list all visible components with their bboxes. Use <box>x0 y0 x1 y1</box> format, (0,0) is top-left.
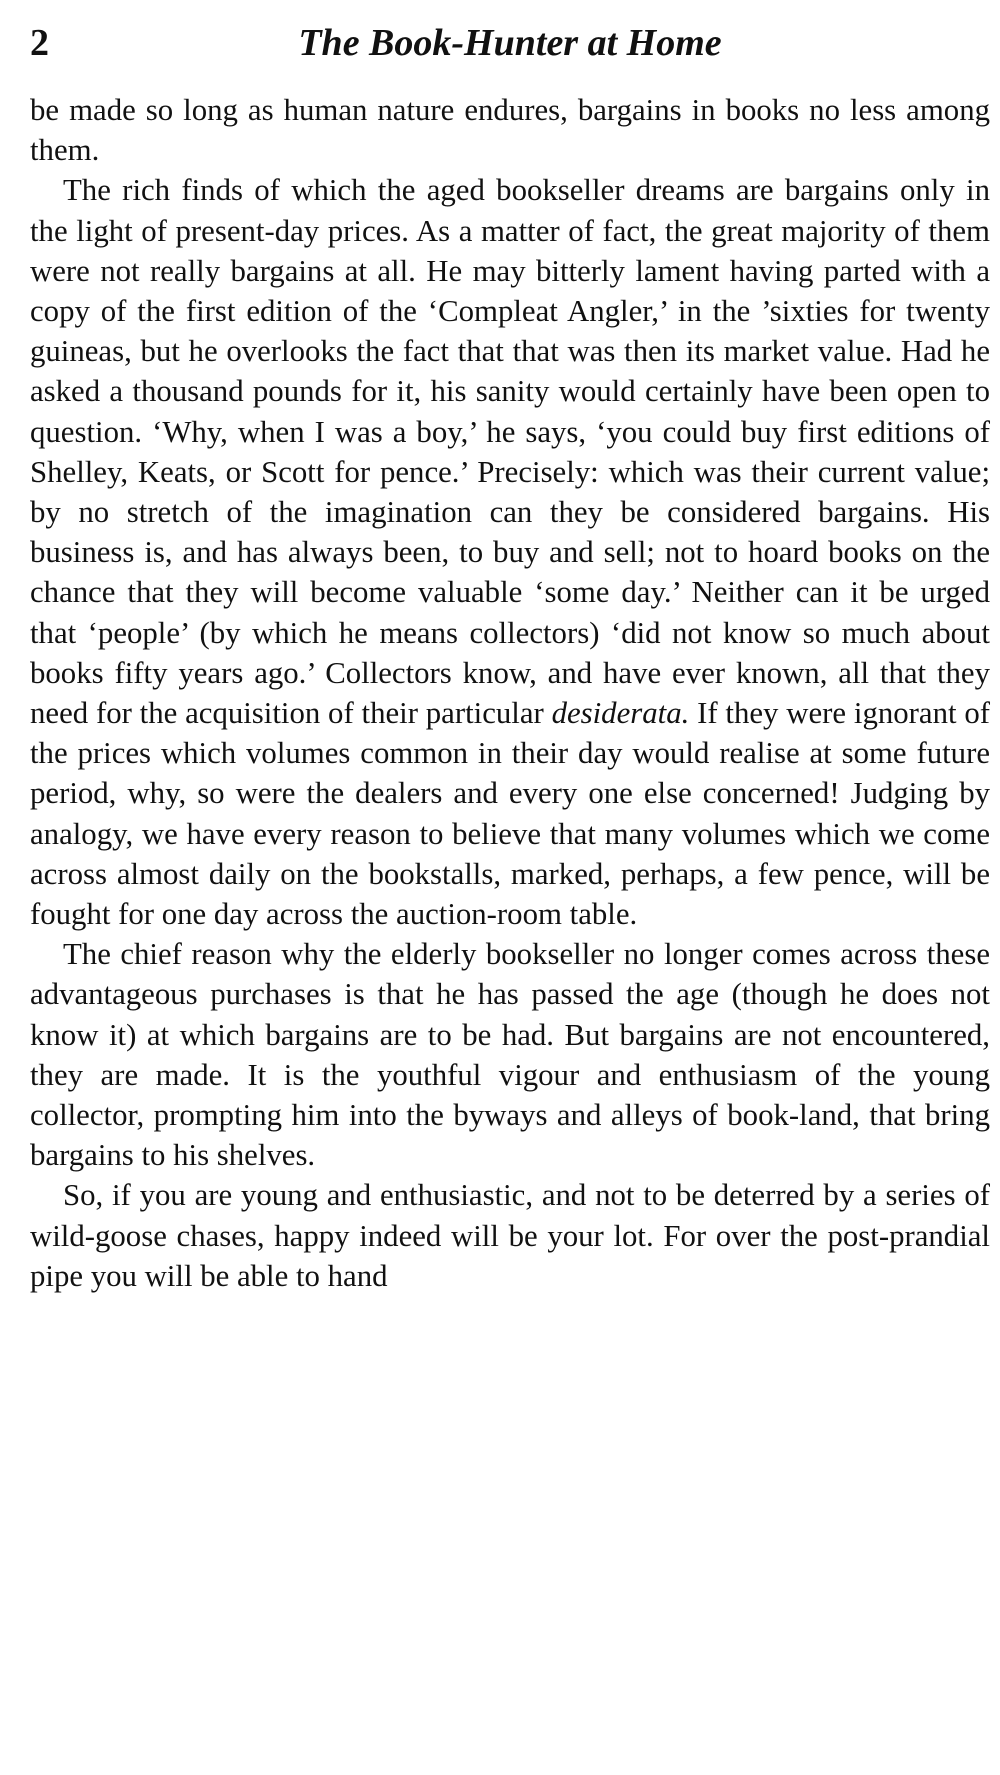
paragraph-3: The chief reason why the elderly bookseller no longer comes across these advantageous purchases is that he has passed the age (though he does not know it) at which bargains are to be had. But bargains are not encountered, they are made. It is the youthful vigour and enthusiasm of the young collector, prompting him into the byways and alleys of book-land, that bring bargains to his shelves. <box>30 937 990 1173</box>
paragraph-2-italic-term: desiderata. <box>551 696 690 731</box>
running-title: The Book-Hunter at Home <box>298 22 722 64</box>
running-head <box>30 18 990 68</box>
paragraph-1: be made so long as human nature endures, bargains in books no less among them. <box>30 93 990 168</box>
paragraph-2-text-after: If they were ignorant of the prices which volumes common in their day would realise at some future period, why, so were the dealers and every one else concerned! Judging by analogy, we have every reason to believe that many volumes which we come across almost daily on the bookstalls, marked, perhaps, a few pence, will be fought for one day across the auction-room table. <box>30 696 991 932</box>
paragraph-2 <box>30 170 990 934</box>
paragraph-2-text-before: The rich finds of which the aged bookseller dreams are bargains only in the light of present-day prices. As a matter of fact, the great majority of them were not really bargains at all. He may bitterly lament having parted with a copy of the first edition of the ‘Compleat Angler,’ in the ’sixties for twenty guineas, but he overlooks the fact that that was then its market value. Had he asked a thousand pounds for it, his sanity would certainly have been open to question. ‘Why, when I was a boy,’ he says, ‘you could buy first editions of Shelley, Keats, or Scott for pence.’ Precisely: which was their current value; by no stretch of the imagination can they be considered bargains. His business is, and has always been, to buy and sell; not to hoard books on the chance that they will become valuable ‘some day.’ Neither can it be urged that ‘people’ (by which he means collectors) ‘did not know so much about books fifty years ago.’ Collectors know, and have ever known, all that they need for the acquisition of their particular <box>30 173 990 731</box>
paragraph-4: So, if you are young and enthusiastic, and not to be deterred by a series of wild-goose chases, happy indeed will be your lot. For over the post-prandial pipe you will be able to hand <box>30 1178 990 1293</box>
page-number: 2 <box>30 22 49 64</box>
book-page <box>30 18 990 1296</box>
body-text <box>30 90 990 1296</box>
